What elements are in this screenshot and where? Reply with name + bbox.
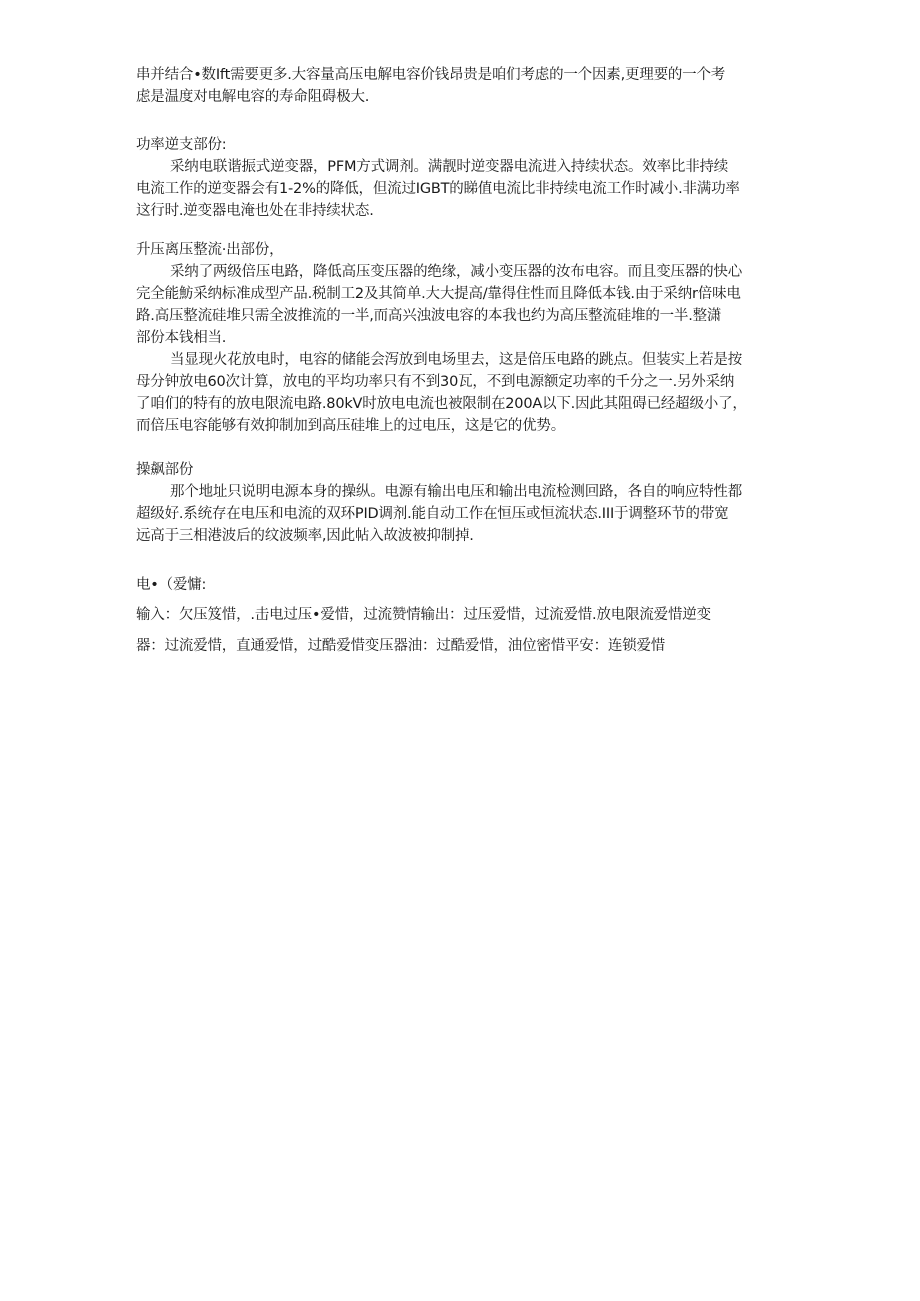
text-line: 完全能魴采纳标准成型产品.税制工2及其简单.大大提高/靠得住性而且降低本钱.由于采纳r倍味电 bbox=[136, 286, 741, 302]
text-line: 器：过流爱惜，直通爱惜，过酷爱惜变压器油：过酷爱惜，油位密惜平安：连锁爱惜 bbox=[136, 638, 666, 654]
text-line: 母分钟放电60次计算，放电的平均功率只有不到30瓦，不到电源额定功率的千分之一.另外采纳 bbox=[136, 374, 735, 390]
protection-line-2 bbox=[136, 635, 786, 657]
text-line: 了咱们的特有的放电限流电路.80kV时放电电流也被限制在200A以下.因此其阻碍已经超级小了， bbox=[136, 396, 747, 412]
section-heading: 升压离压整流·出部份， bbox=[136, 242, 284, 258]
text-line: 电流工作的逆变器会有1-2%的降低，但流过IGBT的睇值电流比非持续电流工作时减小.非满功率 bbox=[136, 181, 740, 197]
text-line: 那个地址只说明电源本身的操纵。电源有输出电压和输出电流检测回路，各自的响应特性都 bbox=[170, 484, 742, 500]
text-line: 虑是温度对电解电容的寿命阻碍极大. bbox=[136, 89, 370, 105]
text-line: 采纳了两级倍压电路，降低高压变压器的绝缘，减小变压器的汝布电容。而且变压器的快心 bbox=[170, 264, 742, 280]
section-inverter bbox=[136, 134, 786, 222]
section-control bbox=[136, 459, 786, 547]
section-heading: 操飙部份 bbox=[136, 462, 194, 478]
text-line: 输入：欠压笈惜，.击电过压•爱惜，过流赞情输出：过压爱惜，过流爱惜.放电限流爱惜逆变 bbox=[136, 607, 711, 623]
text-line: 远高于三相港波后的纹波频率,因此帖入故波被抑制掉. bbox=[136, 528, 474, 544]
protection-line-1 bbox=[136, 604, 786, 626]
section-heading: 电•（爱慵: bbox=[136, 577, 207, 593]
text-line: 这行时.逆变器电淹也处在非持续状态. bbox=[136, 203, 374, 219]
text-line: 当显现火花放电时，电容的储能会泻放到电场里去，这是倍压电路的跳点。但装实上若是按 bbox=[170, 352, 742, 368]
text-line: 超级好.系统存在电压和电流的双环PID调剂.能自动工作在恒压或恒流状态.III于调整环节的带宽 bbox=[136, 506, 729, 522]
text-line: 部份本钱相当. bbox=[136, 330, 227, 346]
section-heading: 功率逆支部份: bbox=[136, 137, 227, 153]
text-line: 而倍压电容能够有效抑制加到高压硅堆上的过电压，这是它的优势。 bbox=[136, 418, 565, 434]
text-line: 采纳电联谐振式逆变器，PFM方式调剂。满靓时逆变器电流进入持续状态。效率比非持续 bbox=[170, 159, 729, 175]
text-line: 串并结合•数Ift需要更多.大容量高压电解电容价钱昂贵是咱们考虑的一个因素,更理要的一个考 bbox=[136, 67, 726, 83]
text-line: 路.高压整流硅堆只需全波推流的一半,而高兴浊波电容的本我也约为高压整流硅堆的一半.整潇 bbox=[136, 308, 722, 324]
intro-paragraph bbox=[136, 64, 786, 108]
section-protection bbox=[136, 574, 786, 596]
section-rectifier bbox=[136, 239, 786, 437]
